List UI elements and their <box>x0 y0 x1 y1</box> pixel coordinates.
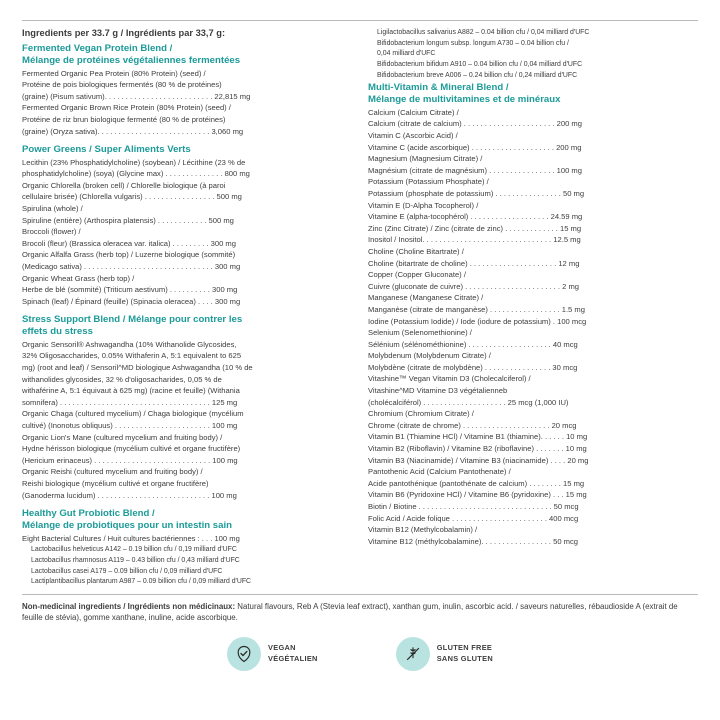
left-column <box>22 28 352 588</box>
ingredient-row: (graine) (Pisum sativum). . . . . . . . . . . . . . . . . . . . . . . . . . 22,815 mg <box>22 91 251 101</box>
ingredient-row: Vitamin B2 (Riboflavin) / Vitamine B2 (riboflavine) . . . . . . . 10 mg <box>368 444 587 454</box>
ingredient-row: Manganèse (citrate de manganèse) . . . . . . . . . . . . . . . . . 1.5 mg <box>368 304 585 314</box>
ingredient-row: Sélénium (sélénométhionine) . . . . . . . . . . . . . . . . . . . . 40 mcg <box>368 339 578 349</box>
badge-gluten-free-text <box>437 643 493 664</box>
ingredient-row: Iodine (Potassium Iodide) / Iode (iodure de potassium) . 100 mcg <box>368 316 587 326</box>
ingredient-row: Organic Chaga (cultured mycelium) / Chaga biologique (mycélium <box>22 409 244 419</box>
section-title: Multi-Vitamin & Mineral Blend / Mélange de multivitamines et de minéraux <box>368 81 561 105</box>
badge-vegan <box>227 637 318 671</box>
ingredient-row: Chrome (citrate de chrome) . . . . . . . . . . . . . . . . . . . . . 20 mcg <box>368 420 577 430</box>
footer-divider <box>22 594 698 595</box>
ingredient-row: phosphatidylcholine) (soya) (Glycine max) . . . . . . . . . . . . . . 800 mg <box>22 169 250 179</box>
ingredient-row: Eight Bacterial Cultures / Huit cultures bactériennes : . . . 100 mg <box>22 533 240 543</box>
right-column <box>368 28 698 588</box>
left-sections <box>22 43 352 587</box>
certification-badges <box>22 637 698 671</box>
ingredient-row: 0,04 milliard d'UFC <box>377 50 436 58</box>
badge-vegan-text <box>268 643 318 664</box>
ingredient-row: Calcium (citrate de calcium) . . . . . . . . . . . . . . . . . . . . . . 200 mg <box>368 119 582 129</box>
ingredient-row: Organic Wheat Grass (herb top) / <box>22 273 135 283</box>
ingredient-row: Lecithin (23% Phosphatidylcholine) (soybean) / Lécithine (23 % de <box>22 157 246 167</box>
ingredient-row: Spinach (leaf) / Épinard (feuille) (Spinacia oleracea) . . . . 300 mg <box>22 296 241 306</box>
ingredient-row: Calcium (Calcium Citrate) / <box>368 107 459 117</box>
section-title: Fermented Vegan Protein Blend / Mélange de protéines végétaliennes fermentées <box>22 42 241 66</box>
ingredient-row: somnifera) . . . . . . . . . . . . . . . . . . . . . . . . . . . . . . . . . . . . 125 mg <box>22 397 238 407</box>
ingredient-row: cellulaire brisée) (Chlorella vulgaris) . . . . . . . . . . . . . . . . . 500 mg <box>22 192 242 202</box>
ingredient-row: Fermented Organic Pea Protein (80% Protein) (seed) / <box>22 68 206 78</box>
ingredient-row: Vitamin C (Ascorbic Acid) / <box>368 131 458 141</box>
badge-vegan-line1: VEGAN <box>268 643 296 653</box>
ingredient-row: Vitamine C (acide ascorbique) . . . . . . . . . . . . . . . . . . . . 200 mg <box>368 142 582 152</box>
ingredient-row: Lactobacillus rhamnosus A119 – 0.43 billion cfu / 0,43 milliard d'UFC <box>31 556 240 564</box>
ingredient-row: (Ganoderma lucidum) . . . . . . . . . . . . . . . . . . . . . . . . . . . 100 mg <box>22 490 237 500</box>
ingredient-row: Organic Sensoril® Ashwagandha (10% Withanolide Glycosides, <box>22 339 237 349</box>
ingredient-row: Lactobacillus casei A179 – 0.09 billion cfu / 0,09 milliard d'UFC <box>31 567 223 575</box>
ingredient-row: withaférine A, 5:1 équivaut à 625 mg) (racine et feuille) (Withania <box>22 386 240 396</box>
ingredient-row: Choline (Choline Bitartrate) / <box>368 246 464 256</box>
ingredient-row: (Medicago sativa) . . . . . . . . . . . . . . . . . . . . . . . . . . . . . . . 300 mg <box>22 261 241 271</box>
ingredient-row: (Hericium erinaceus) . . . . . . . . . . . . . . . . . . . . . . . . . . . . 100 mg <box>22 455 238 465</box>
ingredient-row: Copper (Copper Gluconate) / <box>368 270 466 280</box>
ingredient-row: Hydne hérisson biologique (mycélium cultivé et organe fructifère) <box>22 444 241 454</box>
ingredient-row: Spirulina (whole) / <box>22 204 83 213</box>
ingredient-row: Reishi biologique (mycélium cultivé et organe fructifère) <box>22 478 209 488</box>
ingredient-row: Vitamin B3 (Niacinamide) / Vitamine B3 (niacinamide) . . . . 20 mg <box>368 455 589 465</box>
ingredient-row: Manganese (Manganese Citrate) / <box>368 293 484 303</box>
ingredient-row: Vitashine™ Vegan Vitamin D3 (Cholecalciferol) / <box>368 374 531 384</box>
ingredient-row: Magnésium (citrate de magnésium) . . . . . . . . . . . . . . . . 100 mg <box>368 165 582 175</box>
ingredient-row: Vitamin B12 (Methylcobalamin) / <box>368 525 478 535</box>
non-medicinal-text: Natural flavours, Reb A (Stevia leaf extract), xanthan gum, inulin, ascorbic acid. / saveurs naturelles, rébaudioside A (extrait de feuille de stévia), gomme xanthane, inuline, acide ascorbique. <box>22 601 678 622</box>
ingredient-row: Folic Acid / Acide folique . . . . . . . . . . . . . . . . . . . . . . . 400 mcg <box>368 513 579 523</box>
ingredients-columns <box>22 28 698 588</box>
ingredient-row: Vitamin E (D-Alpha Tocopherol) / <box>368 200 479 210</box>
ingredient-row: withanolides glycosides, 32 % d'oligosacharides, 0,05 % de <box>22 374 222 384</box>
ingredient-row: Vitamin B1 (Thiamine HCl) / Vitamine B1 (thiamine). . . . . . 10 mg <box>368 432 588 442</box>
ingredient-row: Protéine de pois biologiques fermentés (80 % de protéines) <box>22 80 222 90</box>
non-medicinal-label: Non-medicinal ingredients / Ingrédients non médicinaux: <box>22 601 236 611</box>
section-title: Stress Support Blend / Mélange pour contrer les effets du stress <box>22 313 243 337</box>
ingredient-row: Broccoli (flower) / <box>22 227 81 237</box>
ingredient-row: Ligilactobacillus salivarius A882 – 0.04 billion cfu / 0,04 milliard d'UFC <box>377 29 590 36</box>
ingredient-row: Choline (bitartrate de choline) . . . . . . . . . . . . . . . . . . . . . 12 mg <box>368 258 580 268</box>
ingredient-row: Herbe de blé (sommité) (Triticum aestivum) . . . . . . . . . . 300 mg <box>22 285 238 295</box>
panel-title: Ingredients per 33.7 g / Ingrédients par 33,7 g: <box>22 28 226 38</box>
ingredient-row: Organic Chlorella (broken cell) / Chlorelle biologique (à paroi <box>22 180 226 190</box>
check-leaf-icon <box>227 637 261 671</box>
badge-gluten-free <box>396 637 493 671</box>
ingredient-row: Molybdène (citrate de molybdène) . . . . . . . . . . . . . . . . 30 mcg <box>368 362 578 372</box>
ingredient-row: Lactobacillus helveticus A142 – 0.19 billion cfu / 0,19 milliard d'UFC <box>31 546 237 554</box>
badge-gluten-free-line1: GLUTEN FREE <box>436 643 493 653</box>
ingredient-row: Cuivre (gluconate de cuivre) . . . . . . . . . . . . . . . . . . . . . . . 2 mg <box>368 281 580 291</box>
wheat-crossed-icon <box>396 637 430 671</box>
ingredient-row: Molybdenum (Molybdenum Citrate) / <box>368 351 491 361</box>
ingredient-row: Fermented Organic Brown Rice Protein (80% Protein) (seed) / <box>22 103 231 113</box>
ingredient-row: (cholécalciférol) . . . . . . . . . . . . . . . . . . . . 25 mcg (1,000 IU) <box>368 397 569 407</box>
ingredient-row: (graine) (Oryza sativa). . . . . . . . . . . . . . . . . . . . . . . . . . . 3,060 mg <box>22 126 244 136</box>
ingredient-row: Organic Lion's Mane (cultured mycelium and fruiting body) / <box>22 432 223 442</box>
right-sections <box>368 82 698 547</box>
ingredient-row: Organic Reishi (cultured mycelium and fruiting body) / <box>22 467 203 477</box>
ingredient-row: Vitashine^MD Vitamine D3 végétalienneb <box>368 386 508 396</box>
ingredient-row: Inositol / Inositol. . . . . . . . . . . . . . . . . . . . . . . . . . . . . . . 12.5 mg <box>368 235 581 245</box>
ingredient-row: Potassium (phosphate de potassium) . . . . . . . . . . . . . . . . 50 mg <box>368 188 585 198</box>
ingredient-row: Bifidobacterium breve A006 – 0.24 billion cfu / 0,24 milliard d'UFC <box>377 71 578 79</box>
top-divider <box>22 20 698 21</box>
ingredient-row: Chromium (Chromium Citrate) / <box>368 409 474 419</box>
ingredient-row: Potassium (Potassium Phosphate) / <box>368 177 489 187</box>
ingredient-row: cultivé) (Inonotus obliquus) . . . . . . . . . . . . . . . . . . . . . . . 100 mg <box>22 420 238 430</box>
ingredient-row: Bifidobacterium longum subsp. longum A730 – 0.04 billion cfu / <box>377 39 569 47</box>
ingredient-row: Pantothenic Acid (Calcium Pantothenate) / <box>368 467 511 477</box>
section-title: Power Greens / Super Aliments Verts <box>22 143 191 155</box>
ingredient-row: Vitamin B6 (Pyridoxine HCl) / Vitamine B6 (pyridoxine) . . . 15 mg <box>368 490 587 500</box>
ingredient-row: Vitamine B12 (méthylcobalamine). . . . . . . . . . . . . . . . . 50 mcg <box>368 536 579 546</box>
ingredient-row: Acide pantothénique (pantothénate de calcium) . . . . . . . . 15 mg <box>368 478 585 488</box>
ingredient-row: Brocoli (fleur) (Brassica oleracea var. italica) . . . . . . . . . 300 mg <box>22 238 236 248</box>
ingredient-row: Protéine de riz brun biologique fermenté (80 % de protéines) <box>22 114 226 124</box>
non-medicinal-ingredients <box>22 602 698 623</box>
section-title: Healthy Gut Probiotic Blend / Mélange de probiotiques pour un intestin sain <box>22 507 233 531</box>
ingredient-row: Lactiplantibacillus plantarum A987 – 0.09 billion cfu / 0,09 milliard d'UFC <box>31 578 252 586</box>
ingredient-row: Spiruline (entière) (Arthospira platensis) . . . . . . . . . . . . 500 mg <box>22 215 234 225</box>
badge-gluten-free-line2: SANS GLUTEN <box>436 654 493 664</box>
badge-vegan-line2: VÉGÉTALIEN <box>268 654 318 664</box>
ingredient-row: Organic Alfalfa Grass (herb top) / Luzerne biologique (sommité) <box>22 250 236 260</box>
ingredient-row: Zinc (Zinc Citrate) / Zinc (citrate de zinc) . . . . . . . . . . . . . 15 mg <box>368 223 582 233</box>
ingredient-row: mg) (root and leaf) / Sensoril^MD biologique Ashwagandha (10 % de <box>22 363 253 372</box>
probiotic-continued-list <box>368 28 698 80</box>
ingredient-row: Magnesium (Magnesium Citrate) / <box>368 154 483 164</box>
ingredient-row: 32% Oligosaccharides, 0.05% Withaferin A, 5:1 equivalent to 625 <box>22 351 242 361</box>
ingredient-row: Biotin / Biotine . . . . . . . . . . . . . . . . . . . . . . . . . . . . . . . . 50 mcg <box>368 502 579 512</box>
ingredient-row: Vitamine E (alpha-tocophérol) . . . . . . . . . . . . . . . . . . . 24.59 mg <box>368 212 583 222</box>
ingredient-row: Selenium (Selenomethionine) / <box>368 328 472 338</box>
ingredient-row: Bifidobacterium bifidum A910 – 0.04 billion cfu / 0,04 milliard d'UFC <box>377 61 583 69</box>
